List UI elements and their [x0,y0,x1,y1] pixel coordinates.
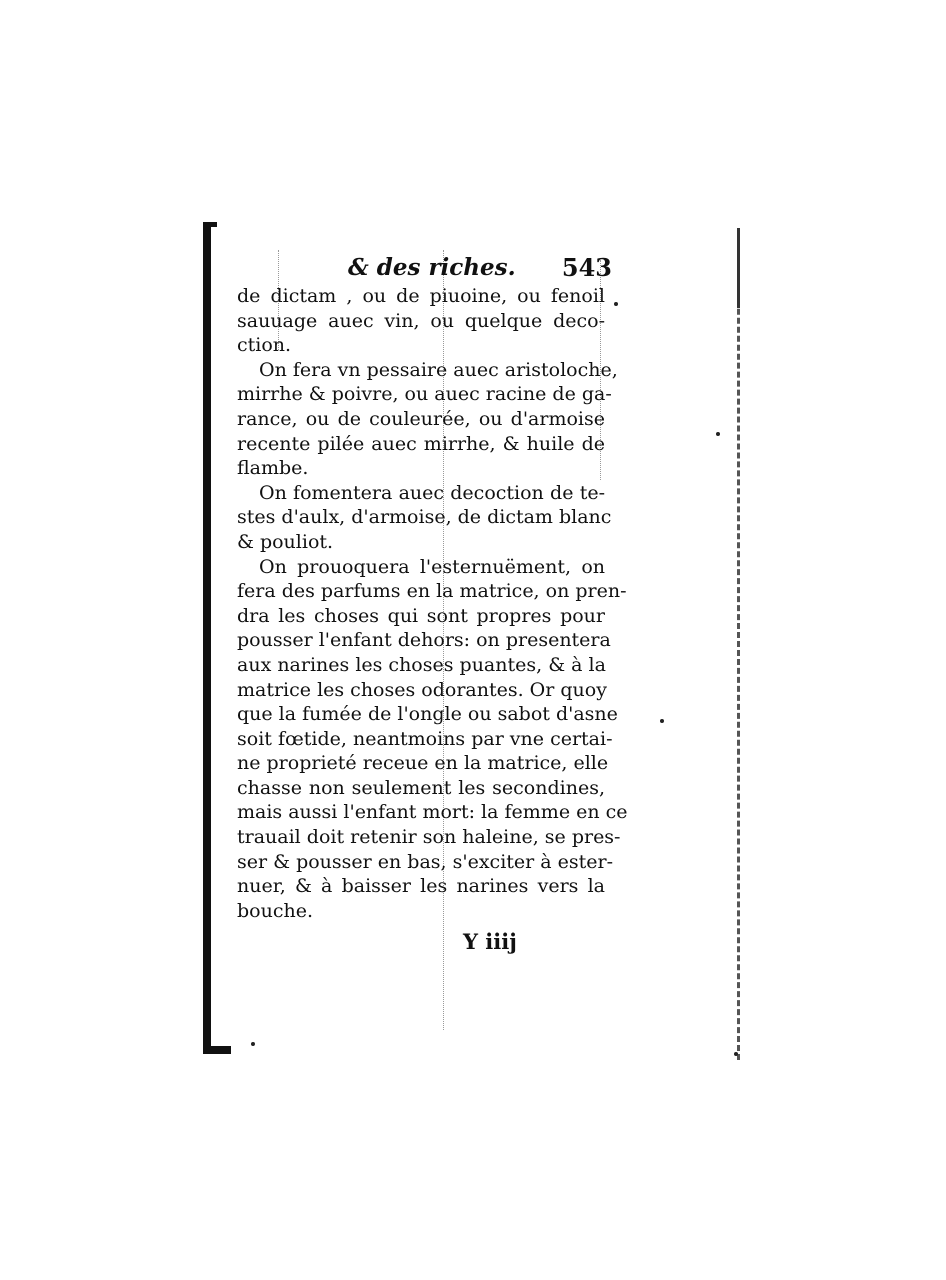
ink-speck [251,1042,255,1046]
body-text [237,284,628,923]
text-line: matrice les choses odorantes. Or quoy [237,678,607,701]
text-line: dra les choses qui sont propres pour [237,604,605,627]
ink-speck [660,719,664,723]
page-header [240,252,612,286]
text-line: ser & pousser en bas, s'exciter à ester- [237,850,614,873]
running-title: & des riches. [348,254,516,281]
text-line: mais aussi l'enfant mort: la femme en ce [237,801,628,824]
text-line: fera des parfums en la matrice, on pren- [237,580,627,603]
text-line: On fomentera auec decoction de te- [259,481,605,504]
text-line: aux narines les choses puantes, & à la [237,653,606,676]
text-line: soit fœtide, neantmoins par vne certai- [237,727,613,750]
text-line: rance, ou de couleurée, ou d'armoise [237,407,605,430]
signature-mark: Y iiij [463,929,517,954]
binding-edge-bottom [203,1046,231,1054]
text-line: ction. [237,334,292,357]
text-line: sauuage auec vin, ou quelque deco- [237,309,605,332]
text-line: pousser l'enfant dehors: on presentera [237,629,611,652]
text-line: nuer, & à baisser les narines vers la [237,875,605,898]
text-line: que la fumée de l'ongle ou sabot d'asne [237,703,618,726]
ink-speck [734,1052,738,1056]
text-line: flambe. [237,457,309,480]
text-line: chasse non seulement les secondines, [237,776,605,799]
text-line: & pouliot. [237,530,334,553]
text-line: On prouoquera l'esternuëment, on [259,555,605,578]
page-edge-right [737,228,740,1060]
text-line: On fera vn pessaire auec aristoloche, [259,358,618,381]
page-edge-right-top [737,228,740,308]
text-line: trauail doit retenir son haleine, se pres- [237,826,621,849]
text-line: de dictam , ou de piuoine, ou fenoil [237,285,605,307]
text-line: bouche. [237,899,313,922]
text-line: mirrhe & poivre, ou auec racine de ga- [237,383,612,406]
binding-edge [203,222,211,1054]
ink-speck [614,302,618,306]
text-line: stes d'aulx, d'armoise, de dictam blanc [237,506,612,529]
binding-edge-top [203,222,217,227]
text-line: recente pilée auec mirrhe, & huile de [237,432,605,455]
page-number: 543 [561,253,612,282]
ink-speck [716,432,720,436]
text-line: ne proprieté receue en la matrice, elle [237,752,609,775]
